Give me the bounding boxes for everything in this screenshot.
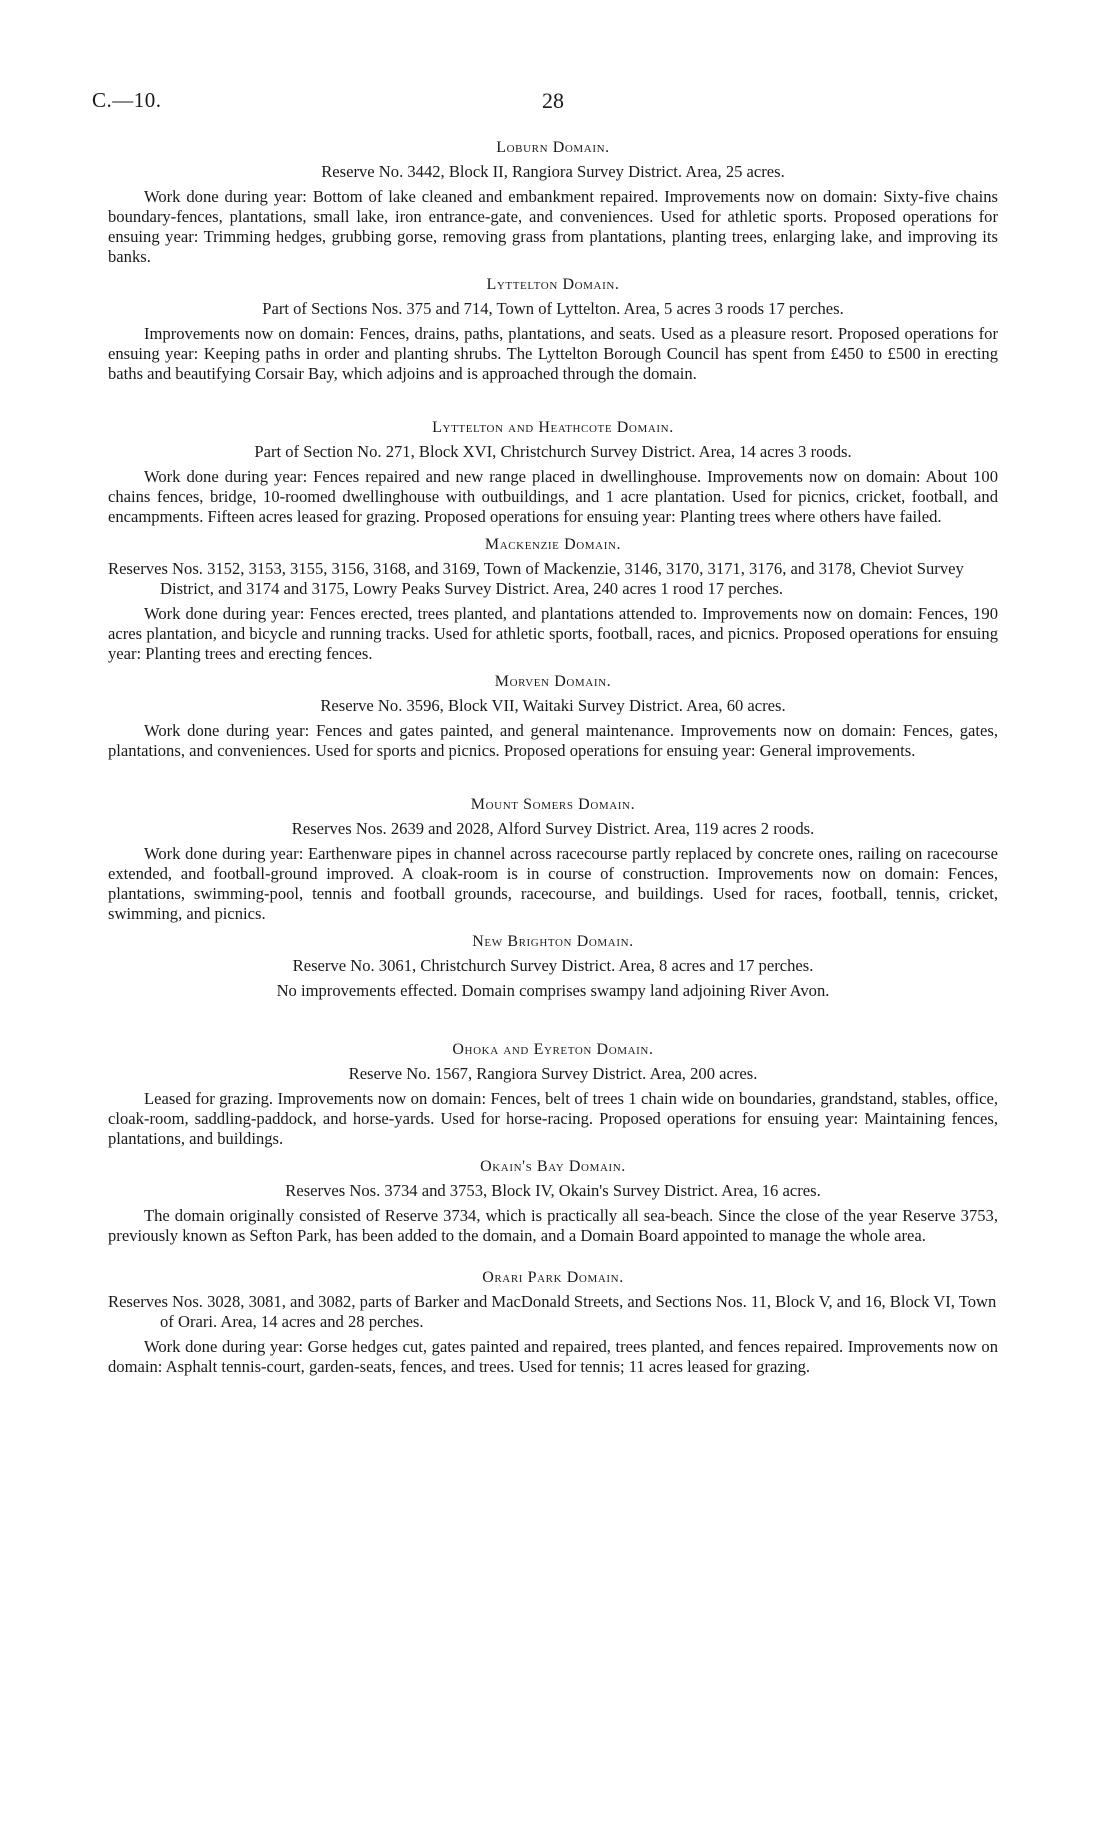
document-body xyxy=(108,138,998,1377)
section-description: Reserves Nos. 3028, 3081, and 3082, parts of Barker and MacDonald Streets, and Sections Nos. 11, Block V, and 16, Block VI, Town of Orari. Area, 14 acres and 28 perches. xyxy=(108,1292,997,1331)
section-title: Lyttelton Domain. xyxy=(486,276,620,293)
section-body: Leased for grazing. Improvements now on domain: Fences, belt of trees 1 chain wide on boundaries, grandstand, stables, office, cloak-room, saddling-paddock, and horse-yards. Used for horse-racing. Proposed operations for ensuing year: Maintaining fences, plantations, and buildings. xyxy=(108,1089,998,1148)
section-body: Work done during year: Fences repaired and new range placed in dwellinghouse. Improvements now on domain: About 100 chains fences, bridge, 10-roomed dwellinghouse with outbuildings, and 1 acre plantation. Used for picnics, cricket, football, and encampments. Fifteen acres leased for grazing. Proposed operations for ensuing year: Planting trees where others have failed. xyxy=(108,467,998,526)
domain-section-new-brighton xyxy=(108,932,998,1001)
section-description: Part of Section No. 271, Block XVI, Christchurch Survey District. Area, 14 acres 3 roods. xyxy=(254,442,852,461)
section-description: Reserve No. 3061, Christchurch Survey District. Area, 8 acres and 17 perches. xyxy=(292,956,814,975)
domain-section-lyttelton xyxy=(108,275,998,384)
domain-section-loburn xyxy=(108,138,998,267)
section-description: Reserves Nos. 2639 and 2028, Alford Survey District. Area, 119 acres 2 roods. xyxy=(291,819,815,838)
section-title: Loburn Domain. xyxy=(496,139,610,156)
domain-section-lyttelton-heathcote xyxy=(108,418,998,527)
section-title: Lyttelton and Heathcote Domain. xyxy=(432,419,674,436)
section-body: Work done during year: Bottom of lake cleaned and embankment repaired. Improvements now on domain: Sixty-five chains boundary-fences, plantations, small lake, iron entrance-gate, and conveniences. Used for athletic sports. Proposed operations for ensuing year: Trimming hedges, grubbing gorse, removing grass from plantations, planting trees, enlarging lake, and improving its banks. xyxy=(108,187,998,266)
section-title: Orari Park Domain. xyxy=(482,1269,624,1286)
section-title: Okain's Bay Domain. xyxy=(480,1158,626,1175)
section-body: Improvements now on domain: Fences, drains, paths, plantations, and seats. Used as a pleasure resort. Proposed operations for ensuing year: Keeping paths in order and planting shrubs. The Lyttelton Borough Council has spent from £450 to £500 in erecting baths and beautifying Corsair Bay, which adjoins and is approached through the domain. xyxy=(108,324,998,383)
section-description: Reserve No. 1567, Rangiora Survey District. Area, 200 acres. xyxy=(348,1064,758,1083)
domain-section-okains-bay xyxy=(108,1157,998,1246)
section-description: Reserve No. 3596, Block VII, Waitaki Survey District. Area, 60 acres. xyxy=(320,696,786,715)
section-body: Work done during year: Fences erected, trees planted, and plantations attended to. Improvements now on domain: Fences, 190 acres plantation, and bicycle and running tracks. Used for athletic sports, football, races, and picnics. Proposed operations for ensuing year: Planting trees and erecting fences. xyxy=(108,604,998,663)
section-description: Reserves Nos. 3734 and 3753, Block IV, Okain's Survey District. Area, 16 acres. xyxy=(285,1181,821,1200)
section-body: Work done during year: Gorse hedges cut, gates painted and repaired, trees planted, and fences repaired. Improvements now on domain: Asphalt tennis-court, garden-seats, fences, and trees. Used for tennis; 11 acres leased for grazing. xyxy=(108,1337,998,1376)
section-body: Work done during year: Earthenware pipes in channel across racecourse partly replaced by concrete ones, railing on racecourse extended, and football-ground improved. A cloak-room is in course of construction. Improvements now on domain: Fences, plantations, swimming-pool, tennis and football grounds, racecourse, and buildings. Used for races, football, tennis, cricket, swimming, and picnics. xyxy=(108,844,998,923)
report-code: C.—10. xyxy=(92,88,162,112)
page-number: 28 xyxy=(542,88,564,113)
domain-section-morven xyxy=(108,672,998,761)
section-title: Mackenzie Domain. xyxy=(484,536,622,553)
section-description: Reserves Nos. 3152, 3153, 3155, 3156, 3168, and 3169, Town of Mackenzie, 3146, 3170, 3171, 3176, and 3178, Cheviot Survey District, and 3174 and 3175, Lowry Peaks Survey District. Area, 240 acres 1 rood 17 perches. xyxy=(108,559,964,598)
domain-section-mount-somers xyxy=(108,795,998,924)
domain-section-mackenzie xyxy=(108,535,998,664)
section-body: No improvements effected. Domain comprises swampy land adjoining River Avon. xyxy=(276,981,830,1000)
section-title: New Brighton Domain. xyxy=(472,933,634,950)
section-description: Reserve No. 3442, Block II, Rangiora Survey District. Area, 25 acres. xyxy=(321,162,785,181)
section-body: The domain originally consisted of Reserve 3734, which is practically all sea-beach. Since the close of the year Reserve 3753, previously known as Sefton Park, has been added to the domain, and a Domain Board appointed to manage the whole area. xyxy=(108,1206,998,1245)
domain-section-orari-park xyxy=(108,1268,998,1377)
section-body: Work done during year: Fences and gates painted, and general maintenance. Improvements now on domain: Fences, gates, plantations, and conveniences. Used for sports and picnics. Proposed operations for ensuing year: General improvements. xyxy=(108,721,998,760)
domain-section-ohoka-eyreton xyxy=(108,1040,998,1149)
section-description: Part of Sections Nos. 375 and 714, Town of Lyttelton. Area, 5 acres 3 roods 17 perches. xyxy=(262,299,844,318)
section-title: Ohoka and Eyreton Domain. xyxy=(452,1041,654,1058)
section-title: Mount Somers Domain. xyxy=(470,796,636,813)
section-title: Morven Domain. xyxy=(494,673,612,690)
